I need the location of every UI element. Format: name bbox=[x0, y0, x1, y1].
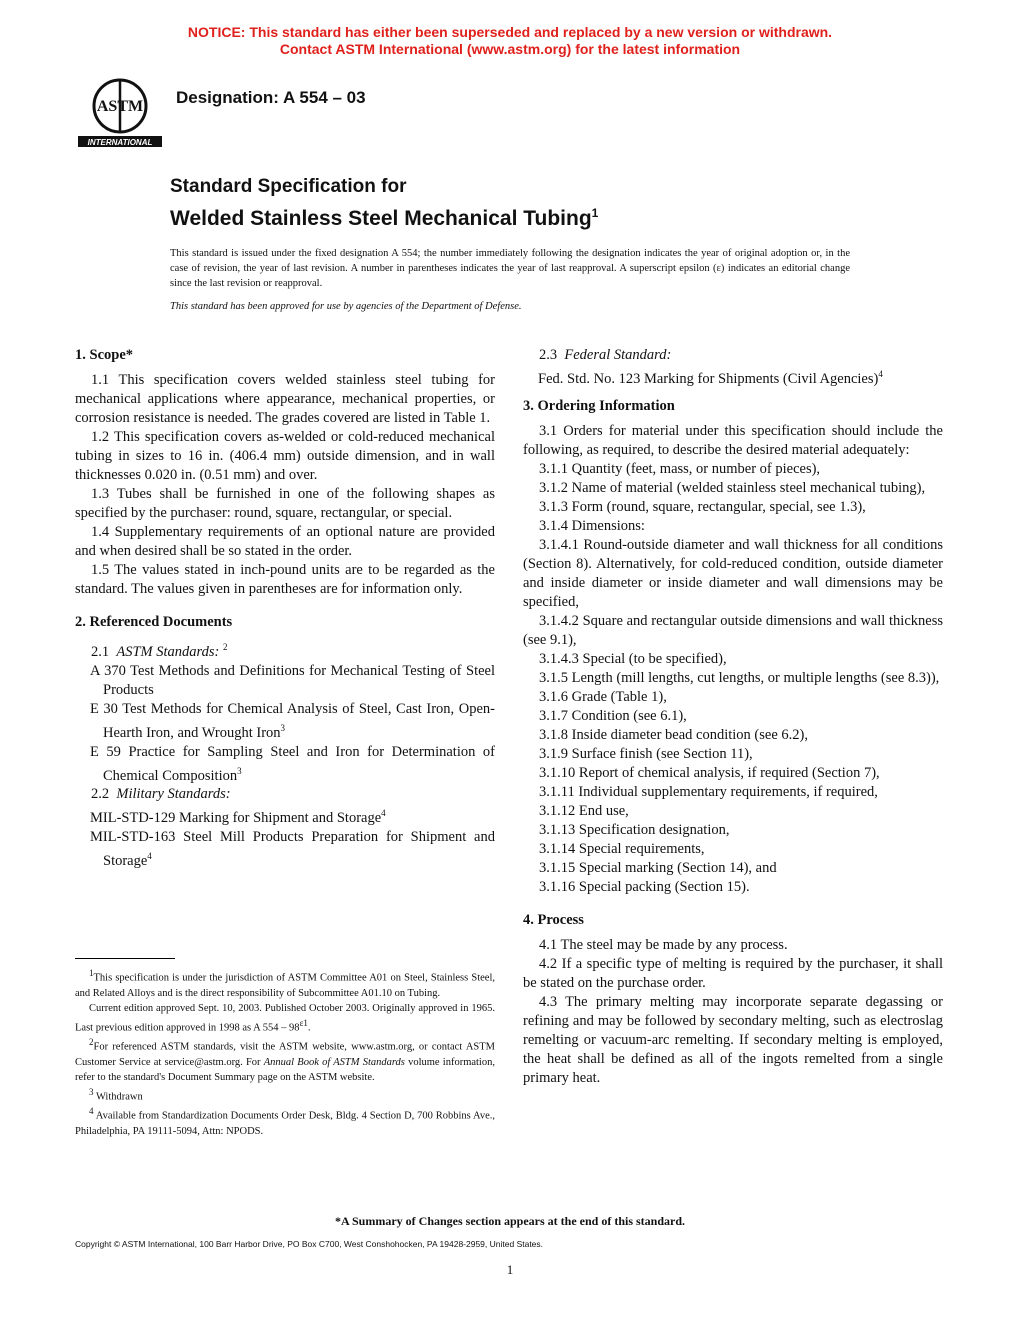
title-line-1: Standard Specification for bbox=[170, 176, 407, 197]
para-1-4: 1.4 Supplementary requirements of an optional nature are provided and when desired shall be so stated in the order. bbox=[75, 524, 495, 559]
title-footnote-ref: 1 bbox=[591, 206, 599, 220]
item-3-1-15: 3.1.15 Special marking (Section 14), and bbox=[539, 859, 777, 876]
para-2-1: 2.1 ASTM Standards: $^2$ bbox=[91, 642, 228, 660]
para-2-2: 2.2 Military Standards: bbox=[91, 786, 231, 803]
item-3-1-7: 3.1.7 Condition (see 6.1), bbox=[539, 707, 687, 724]
summary-of-changes-note: *A Summary of Changes section appears at the end of this standard. bbox=[334, 1214, 686, 1228]
item-3-1-3: 3.1.3 Form (round, square, rectangular, special, see 1.3), bbox=[539, 498, 866, 515]
footnotes bbox=[75, 966, 495, 1139]
item-3-1-10: 3.1.10 Report of chemical analysis, if required (Section 7), bbox=[539, 764, 880, 781]
ref-a370: A 370 Test Methods and Definitions for Mechanical Testing of Steel Products bbox=[90, 662, 495, 698]
right-column bbox=[523, 346, 943, 1088]
item-3-1-14: 3.1.14 Special requirements, bbox=[539, 840, 705, 857]
para-4-3: 4.3 The primary melting may incorporate separate degassing or refining and may be followed by secondary melting, such as electroslag remelting or vacuum-arc remelting. If secondary melting is employed, the heat shall be defined as all of the ingots remelted from a single primary heat. bbox=[523, 993, 943, 1086]
footnote-1: $^1$This specification is under the jurisdiction of ASTM Committee A01 on Steel, Stainless Steel, and Related Alloys and is the direct responsibility of Subcommittee A01.10 on Tubing. bbox=[75, 968, 495, 999]
para-3-1: 3.1 Orders for material under this specification should include the following, as required, to describe the desired material adequately: bbox=[523, 422, 943, 458]
item-3-1-6: 3.1.6 Grade (Table 1), bbox=[539, 688, 667, 705]
para-2-3: 2.3 Federal Standard: bbox=[539, 347, 672, 363]
item-3-1-1: 3.1.1 Quantity (feet, mass, or number of pieces), bbox=[539, 460, 821, 477]
footnote-1-edition: Current edition approved Sept. 10, 2003. Published October 2003. Originally approved in 1965. Last previous edition approved in 1998 as A $554 - 98^{\varepsilon 1}$. bbox=[75, 1002, 495, 1033]
notice-line-2: Contact ASTM International (www.astm.org) for the latest information bbox=[279, 41, 741, 57]
logo-text: ASTM bbox=[96, 98, 144, 115]
item-3-1-4-3: 3.1.4.3 Special (to be specified), bbox=[539, 650, 727, 667]
notice-line-1: NOTICE: This standard has either been superseded and replaced by a new version or withdrawn. bbox=[187, 24, 833, 40]
para-1-1: 1.1 This specification covers welded stainless steel tubing for mechanical applications where appearance, mechanical properties, or corrosion resistance is needed. The grades covered are listed in Table 1. bbox=[75, 372, 495, 426]
item-3-1-4-1: 3.1.4.1 Round-outside diameter and wall thickness for all conditions (Section 8). Alternatively, for cold-reduced condition, outside diameter and inside diameter or inside diameter and wall dimensions may be specified, bbox=[523, 536, 943, 610]
footnote-3: $^3$ Withdrawn bbox=[89, 1086, 143, 1102]
footnote-2: $^2$For referenced ASTM standards, visit the ASTM website, www.astm.org, or contact ASTM Customer Service at service@astm.org. For Annual Book of ASTM Standards volume information, refer to the standard's Document Summary page on the ASTM website. bbox=[75, 1037, 495, 1083]
para-1-3: 1.3 Tubes shall be furnished in one of the following shapes as specified by the purchaser: round, square, rectangular, or special. bbox=[75, 486, 495, 521]
item-3-1-16: 3.1.16 Special packing (Section 15). bbox=[539, 878, 750, 895]
designation: Designation: A 554 – 03 bbox=[176, 88, 366, 107]
dod-approval-note: This standard has been approved for use by agencies of the Department of Defense. bbox=[170, 301, 522, 312]
item-3-1-11: 3.1.11 Individual supplementary requirements, if required, bbox=[539, 783, 878, 800]
item-3-1-4-2: 3.1.4.2 Square and rectangular outside dimensions and wall thickness (see 9.1), bbox=[523, 612, 943, 648]
title-line-2: Welded Stainless Steel Mechanical Tubing bbox=[170, 207, 592, 230]
item-3-1-9: 3.1.9 Surface finish (see Section 11), bbox=[539, 745, 753, 762]
intro-paragraph: This standard is issued under the fixed designation A 554; the number immediately following the designation indicates the year of original adoption or, in the case of revision, the year of last revision. A number in parentheses indicates the year of last reapproval. A superscript epsilon (ε) indicates an editorial change since the last revision or reapproval. bbox=[170, 248, 850, 289]
section-4-heading: 4. Process bbox=[523, 911, 584, 928]
section-1-heading: 1. Scope* bbox=[75, 347, 133, 363]
ref-e59: E 59 Practice for Sampling Steel and Iron for Determination of Chemical Composition$^3$ bbox=[90, 743, 495, 784]
footnote-rule bbox=[75, 958, 175, 959]
item-3-1-5: 3.1.5 Length (mill lengths, cut lengths, or multiple lengths (see 8.3)), bbox=[539, 669, 940, 686]
ref-e30: E 30 Test Methods for Chemical Analysis of Steel, Cast Iron, Open-Hearth Iron, and Wrought Iron$^3$ bbox=[90, 700, 495, 741]
notice-banner bbox=[0, 24, 1020, 58]
item-3-1-13: 3.1.13 Specification designation, bbox=[539, 821, 730, 838]
item-3-1-4: 3.1.4 Dimensions: bbox=[539, 517, 645, 534]
ref-mil-std-129: MIL-STD-129 Marking for Shipment and Storage$^4$ bbox=[90, 808, 386, 827]
para-4-2: 4.2 If a specific type of melting is required by the purchaser, it shall be stated on the purchase order. bbox=[523, 955, 943, 991]
item-3-1-8: 3.1.8 Inside diameter bead condition (see 6.2), bbox=[539, 726, 808, 743]
page-number: 1 bbox=[506, 1262, 514, 1277]
para-1-5: 1.5 The values stated in inch-pound units are to be regarded as the standard. The values given in parentheses are for information only. bbox=[75, 562, 495, 597]
astm-logo-icon bbox=[76, 76, 164, 148]
left-column bbox=[75, 346, 495, 871]
footnote-4: $^4$ Available from Standardization Documents Order Desk, Bldg. 4 Section D, 700 Robbins Ave., Philadelphia, PA 19111-5094, Attn: NPODS. bbox=[75, 1106, 496, 1137]
page-title bbox=[170, 174, 598, 232]
ref-fed-std-123: Fed. Std. No. 123 Marking for Shipments (Civil Agencies)$^4$ bbox=[538, 369, 883, 387]
item-3-1-2: 3.1.2 Name of material (welded stainless steel mechanical tubing), bbox=[539, 479, 926, 496]
logo-subtext: INTERNATIONAL bbox=[87, 138, 153, 147]
copyright: Copyright © ASTM International, 100 Barr Harbor Drive, PO Box C700, West Conshohocken, PA 19428-2959, United States. bbox=[75, 1239, 544, 1249]
section-2-heading: 2. Referenced Documents bbox=[75, 614, 233, 630]
para-4-1: 4.1 The steel may be made by any process. bbox=[539, 936, 788, 953]
ref-mil-std-163: MIL-STD-163 Steel Mill Products Preparation for Shipment and Storage$^4$ bbox=[90, 829, 495, 870]
item-3-1-12: 3.1.12 End use, bbox=[539, 802, 629, 819]
section-3-heading: 3. Ordering Information bbox=[523, 397, 675, 414]
para-1-2: 1.2 This specification covers as-welded or cold-reduced mechanical tubing in sizes to 16 in. (406.4 mm) outside dimension, and in wall thicknesses 0.020 in. (0.51 mm) and over. bbox=[75, 429, 495, 483]
